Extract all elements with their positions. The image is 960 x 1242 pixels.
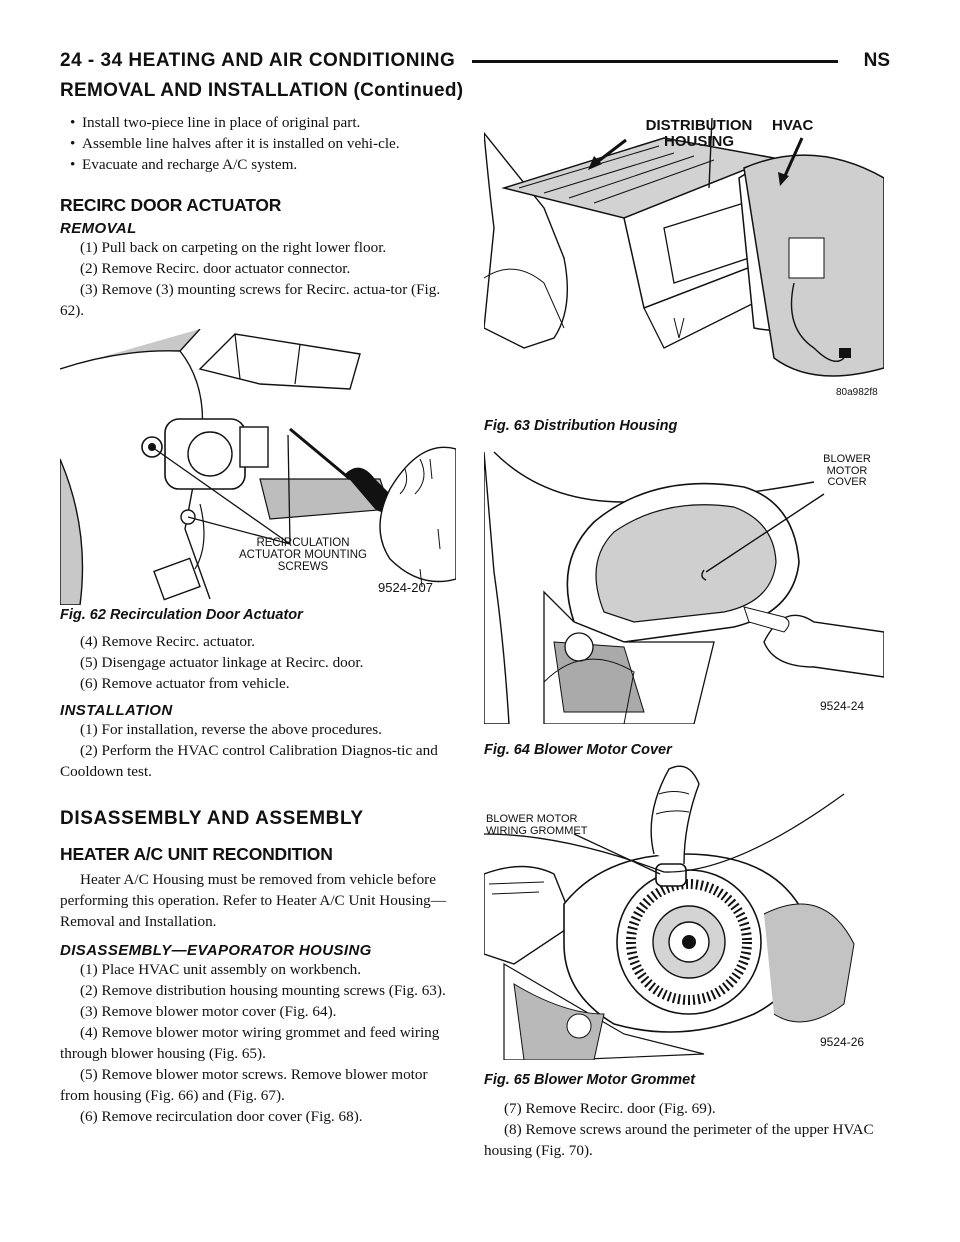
figure-63-code: 80a982f8 xyxy=(836,387,878,398)
bullet-icon: • xyxy=(70,114,76,131)
subsection-heading: INSTALLATION xyxy=(60,702,173,719)
figure-63-caption: Fig. 63 Distribution Housing xyxy=(484,418,678,434)
blower-motor-grommet-illustration xyxy=(484,764,884,1060)
step: (2) Remove distribution housing mounting screws (Fig. 63). xyxy=(80,982,446,999)
step: (5) Disengage actuator linkage at Recirc. door. xyxy=(80,654,364,671)
figure-64-caption: Fig. 64 Blower Motor Cover xyxy=(484,742,672,758)
header-rule xyxy=(472,60,838,63)
figure-65-code: 9524-26 xyxy=(820,1035,865,1049)
step: (4) Remove Recirc. actuator. xyxy=(80,633,256,650)
page-header xyxy=(60,50,890,76)
step: (2) Perform the HVAC control Calibration Diagnos-tic and Cooldown test. xyxy=(60,742,438,780)
figure-63 xyxy=(484,108,884,438)
figure-65 xyxy=(484,764,884,1094)
figure-64-callout: BLOWER MOTOR COVER xyxy=(823,453,871,489)
bullet-item: • Evacuate and recharge A/C system. xyxy=(70,156,298,173)
page-subtitle: REMOVAL AND INSTALLATION (Continued) xyxy=(60,80,464,101)
figure-65-caption: Fig. 65 Blower Motor Grommet xyxy=(484,1072,696,1088)
paragraph: Heater A/C Housing must be removed from vehicle before performing this operation. Refer to Heater A/C Unit Housing—Removal and Installation. xyxy=(60,871,446,930)
section-heading: HEATER A/C UNIT RECONDITION xyxy=(60,844,333,864)
figure-62-code: 9524-207 xyxy=(378,580,433,595)
step: (6) Remove recirculation door cover (Fig. 68). xyxy=(80,1108,363,1125)
figure-65-callout: BLOWER MOTOR WIRING GROMMET xyxy=(486,813,588,837)
step: (5) Remove blower motor screws. Remove blower motor from housing (Fig. 66) and (Fig. 67). xyxy=(60,1066,428,1104)
step: (2) Remove Recirc. door actuator connector. xyxy=(80,260,351,277)
section-code: NS xyxy=(863,50,890,71)
figure-63-callout-a: DISTRIBUTION HOUSING xyxy=(645,117,753,150)
step: (1) For installation, reverse the above procedures. xyxy=(80,721,382,738)
page-label: 24 - 34 HEATING AND AIR CONDITIONING xyxy=(60,50,456,71)
step: (1) Pull back on carpeting on the right lower floor. xyxy=(80,239,387,256)
figure-62 xyxy=(60,329,456,623)
chapter-heading: DISASSEMBLY AND ASSEMBLY xyxy=(60,808,364,829)
figure-64-code: 9524-24 xyxy=(820,699,865,713)
right-steps xyxy=(484,1098,884,1161)
bullet-icon: • xyxy=(70,135,76,152)
step: (3) Remove blower motor cover (Fig. 64). xyxy=(80,1003,337,1020)
step: (4) Remove blower motor wiring grommet and feed wiring through blower housing (Fig. 65). xyxy=(60,1024,440,1062)
section-heading: RECIRC DOOR ACTUATOR xyxy=(60,195,282,215)
bullet-item: • Install two-piece line in place of original part. xyxy=(70,114,361,131)
step: (1) Place HVAC unit assembly on workbench. xyxy=(80,961,362,978)
left-column xyxy=(60,112,456,1127)
step: (6) Remove actuator from vehicle. xyxy=(80,675,290,692)
step: (3) Remove (3) mounting screws for Recirc. actua-tor (Fig. 62). xyxy=(60,281,441,319)
step: (8) Remove screws around the perimeter of the upper HVAC housing (Fig. 70). xyxy=(484,1121,874,1159)
figure-62-callout: RECIRCULATION ACTUATOR MOUNTING SCREWS xyxy=(239,537,367,574)
bullet-icon: • xyxy=(70,156,76,173)
subsection-heading: DISASSEMBLY—EVAPORATOR HOUSING xyxy=(60,942,372,959)
figure-63-callout-b: HVAC xyxy=(772,117,814,134)
figure-62-caption: Fig. 62 Recirculation Door Actuator xyxy=(60,607,303,623)
distribution-housing-illustration xyxy=(484,108,884,408)
bullet-item: • Assemble line halves after it is installed on vehi-cle. xyxy=(70,135,400,152)
figure-64 xyxy=(484,442,884,758)
subsection-heading: REMOVAL xyxy=(60,220,137,237)
step: (7) Remove Recirc. door (Fig. 69). xyxy=(504,1100,716,1117)
